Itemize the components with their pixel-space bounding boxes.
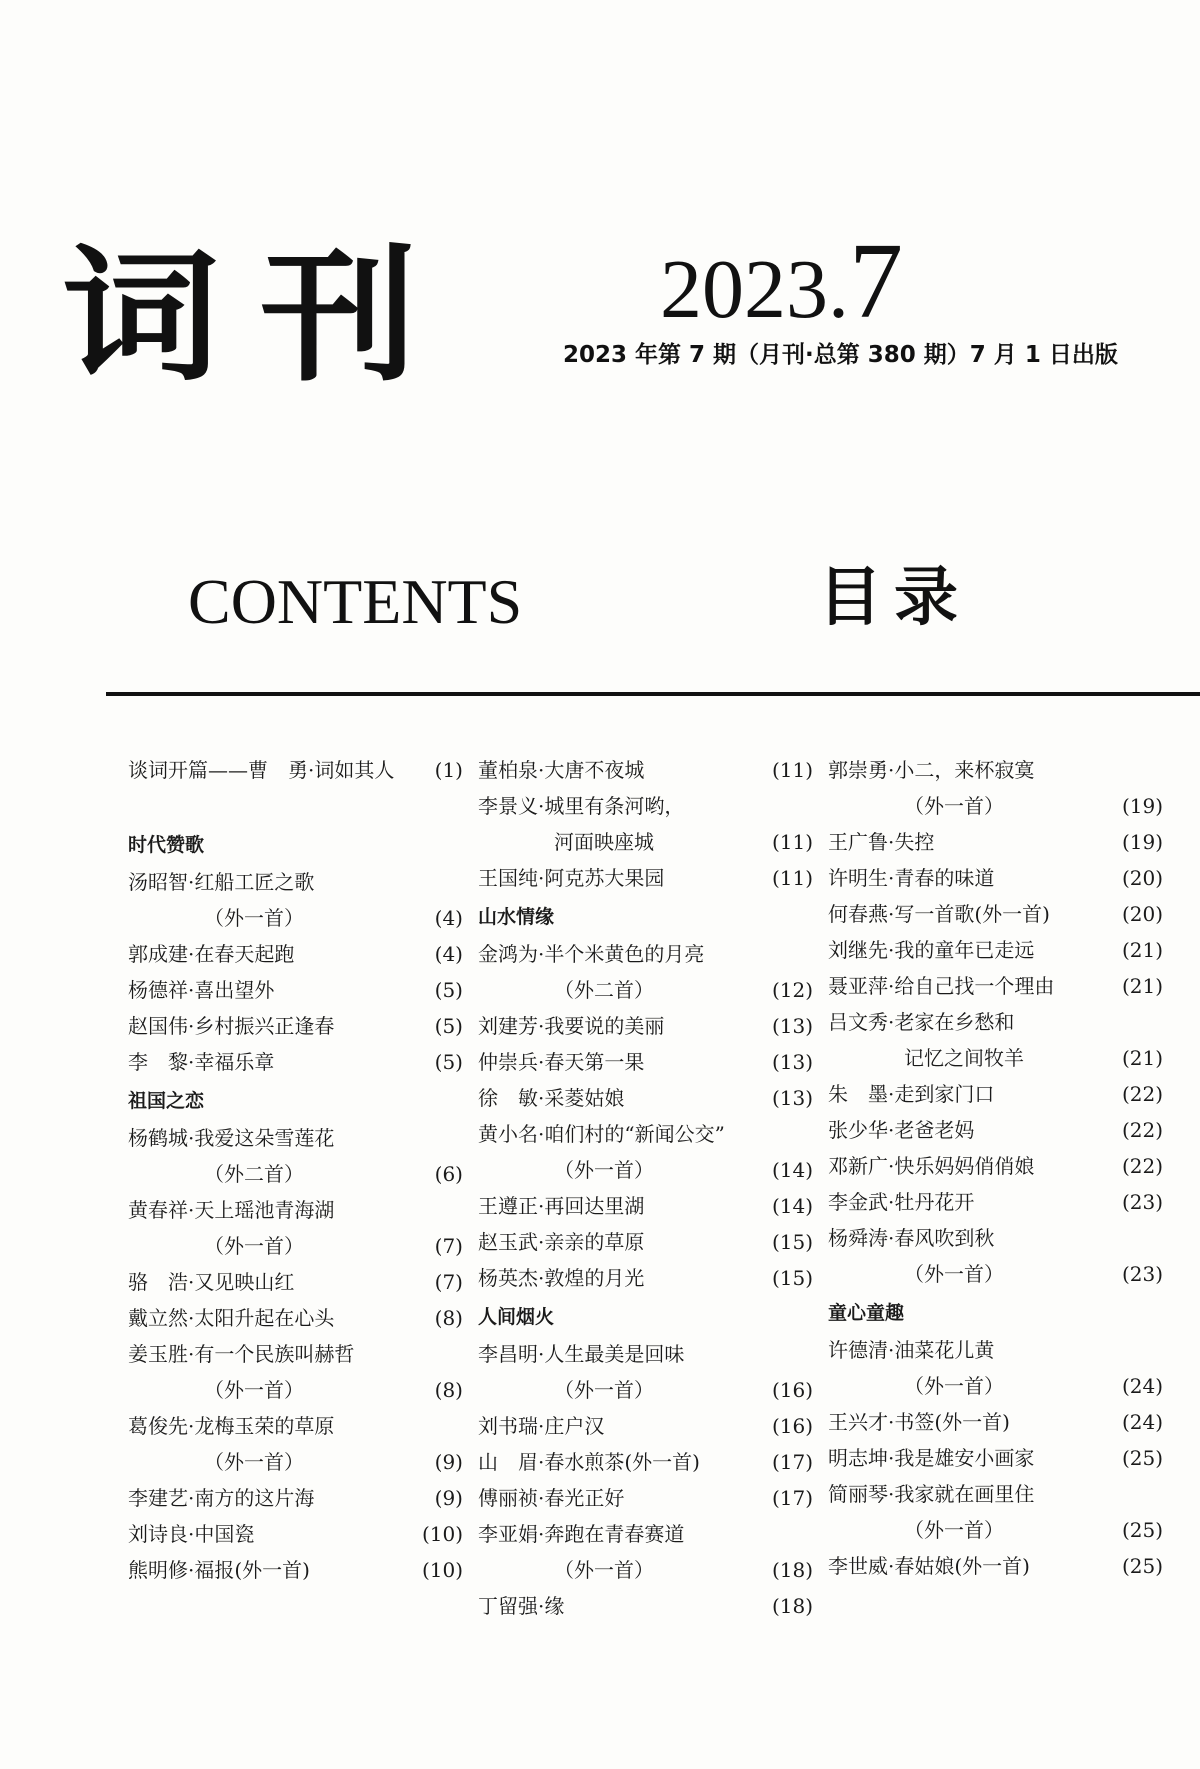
entry-page-number: (13) [771, 1014, 813, 1038]
entry-title: 杨德祥·喜出望外 [128, 978, 275, 1002]
entry-page-number: (19) [1121, 794, 1163, 818]
entry-page-number: (20) [1121, 866, 1163, 890]
toc-entry[interactable] [478, 788, 813, 860]
entry-title: 赵玉武·亲亲的草原 [478, 1230, 645, 1254]
entry-title-continuation: （外一首） [904, 1262, 1004, 1286]
entry-title: 李亚娟·奔跑在青春赛道 [478, 1522, 685, 1546]
toc-entry[interactable] [828, 932, 1163, 968]
entry-title-continuation: （外一首） [554, 1158, 654, 1182]
entry-page-number: (23) [1121, 1190, 1163, 1214]
toc-entry[interactable] [828, 1076, 1163, 1112]
entry-title: 王国纯·阿克苏大果园 [478, 866, 665, 890]
entry-page-number: (22) [1121, 1082, 1163, 1106]
entry-title: 郭成建·在春天起跑 [128, 942, 295, 966]
entry-page-number: (21) [1121, 1046, 1163, 1070]
entry-page-number: (5) [434, 1014, 463, 1038]
issue-number: 2023.7 [660, 222, 903, 341]
magazine-logo: 词刊 [62, 232, 458, 402]
entry-title-continuation: （外一首） [904, 1518, 1004, 1542]
entry-title-continuation: （外一首） [204, 1234, 304, 1258]
toc-entry[interactable] [828, 896, 1163, 932]
toc-entry[interactable] [478, 1188, 813, 1224]
toc-entry[interactable] [828, 1332, 1163, 1404]
toc-entry[interactable] [828, 1476, 1163, 1548]
divider-rule [106, 692, 1200, 696]
toc-column-2 [478, 752, 813, 1624]
entry-page-number: (7) [434, 1234, 463, 1258]
entry-page-number: (17) [771, 1450, 813, 1474]
entry-title: 傅丽祯·春光正好 [478, 1486, 625, 1510]
toc-entry[interactable] [478, 1008, 813, 1044]
entry-page-number: (8) [434, 1306, 463, 1330]
entry-page-number: (4) [434, 906, 463, 930]
section-heading: 山水情缘 [478, 906, 555, 928]
entry-title: 许明生·青春的味道 [828, 866, 995, 890]
toc-entry[interactable] [478, 1408, 813, 1444]
toc-entry[interactable] [478, 1336, 813, 1408]
toc-entry[interactable] [478, 1080, 813, 1116]
entry-page-number: (24) [1121, 1374, 1163, 1398]
toc-entry[interactable] [128, 864, 463, 936]
entry-title: 李昌明·人生最美是回味 [478, 1342, 685, 1366]
entry-page-number: (12) [771, 978, 813, 1002]
toc-entry[interactable] [828, 1548, 1163, 1584]
section-heading: 人间烟火 [478, 1306, 555, 1328]
entry-title: 金鸿为·半个米黄色的月亮 [478, 942, 705, 966]
entry-title: 葛俊先·龙梅玉荣的草原 [128, 1414, 335, 1438]
entry-page-number: (13) [771, 1086, 813, 1110]
entry-page-number: (13) [771, 1050, 813, 1074]
entry-title: 李金武·牡丹花开 [828, 1190, 975, 1214]
entry-title: 王兴才·书签(外一首) [828, 1410, 1010, 1434]
entry-title: 谈词开篇——曹 勇·词如其人 [128, 758, 395, 782]
entry-title: 戴立然·太阳升起在心头 [128, 1306, 335, 1330]
toc-column-1 [128, 752, 463, 1588]
entry-page-number: (23) [1121, 1262, 1163, 1286]
toc-entry[interactable] [128, 1044, 463, 1080]
toc-entry[interactable] [478, 1480, 813, 1516]
entry-page-number: (15) [771, 1266, 813, 1290]
contents-heading-zh: 目录 [818, 561, 970, 635]
toc-entry[interactable] [128, 752, 463, 788]
entry-title: 徐 敏·采菱姑娘 [478, 1086, 625, 1110]
entry-title: 杨鹤城·我爱这朵雪莲花 [128, 1126, 335, 1150]
entry-page-number: (22) [1121, 1154, 1163, 1178]
entry-title-continuation: （外一首） [904, 1374, 1004, 1398]
toc-entry[interactable] [828, 1004, 1163, 1076]
entry-title: 许德清·油菜花儿黄 [828, 1338, 995, 1362]
toc-entry[interactable] [128, 972, 463, 1008]
section-heading: 童心童趣 [828, 1302, 905, 1324]
entry-title-continuation: （外二首） [554, 978, 654, 1002]
entry-page-number: (14) [771, 1158, 813, 1182]
entry-title: 吕文秀·老家在乡愁和 [828, 1010, 1015, 1034]
entry-title: 姜玉胜·有一个民族叫赫哲 [128, 1342, 355, 1366]
entry-page-number: (10) [421, 1558, 463, 1582]
entry-title: 朱 墨·走到家门口 [828, 1082, 995, 1106]
toc-entry[interactable] [128, 1264, 463, 1300]
entry-title-continuation: （外一首） [204, 1450, 304, 1474]
toc-entry[interactable] [478, 1516, 813, 1588]
toc-entry[interactable] [128, 1008, 463, 1044]
entry-page-number: (6) [434, 1162, 463, 1186]
toc-entry[interactable] [478, 936, 813, 1008]
entry-title: 董柏泉·大唐不夜城 [478, 758, 645, 782]
entry-title: 仲崇兵·春天第一果 [478, 1050, 645, 1074]
entry-page-number: (1) [434, 758, 463, 782]
entry-title-continuation: 记忆之间牧羊 [904, 1046, 1024, 1070]
entry-title: 杨英杰·敦煌的月光 [478, 1266, 645, 1290]
toc-entry[interactable] [128, 1300, 463, 1336]
toc-column-3 [828, 752, 1163, 1584]
toc-entry[interactable] [478, 752, 813, 788]
entry-title: 赵国伟·乡村振兴正逢春 [128, 1014, 335, 1038]
entry-title: 王广鲁·失控 [828, 830, 935, 854]
section-heading: 时代赞歌 [128, 834, 205, 856]
entry-page-number: (5) [434, 978, 463, 1002]
entry-page-number: (10) [421, 1522, 463, 1546]
entry-title: 聂亚萍·给自己找一个理由 [828, 974, 1055, 998]
toc-entry[interactable] [828, 824, 1163, 860]
entry-page-number: (16) [771, 1378, 813, 1402]
toc-entry[interactable] [128, 1336, 463, 1408]
entry-title: 熊明修·福报(外一首) [128, 1558, 310, 1582]
entry-title-continuation: （外一首） [554, 1378, 654, 1402]
entry-title: 刘诗良·中国瓷 [128, 1522, 255, 1546]
entry-title: 何春燕·写一首歌(外一首) [828, 902, 1050, 926]
toc-entry[interactable] [478, 1224, 813, 1260]
entry-title: 骆 浩·又见映山红 [128, 1270, 295, 1294]
entry-page-number: (22) [1121, 1118, 1163, 1142]
entry-page-number: (21) [1121, 938, 1163, 962]
toc-entry[interactable] [128, 1120, 463, 1192]
entry-title: 黄春祥·天上瑶池青海湖 [128, 1198, 335, 1222]
entry-title-continuation: （外一首） [554, 1558, 654, 1582]
entry-title: 刘继先·我的童年已走远 [828, 938, 1035, 962]
entry-title: 刘书瑞·庄户汉 [478, 1414, 605, 1438]
toc-entry[interactable] [478, 1044, 813, 1080]
entry-page-number: (11) [771, 758, 813, 782]
entry-page-number: (15) [771, 1230, 813, 1254]
spacer [128, 788, 463, 824]
issue-subline: 2023 年第 7 期（月刊·总第 380 期）7 月 1 日出版 [563, 342, 1118, 368]
toc-entry[interactable] [828, 1220, 1163, 1292]
entry-title: 丁留强·缘 [478, 1594, 565, 1618]
entry-title: 简丽琴·我家就在画里住 [828, 1482, 1035, 1506]
entry-page-number: (25) [1121, 1446, 1163, 1470]
toc-entry[interactable] [128, 1480, 463, 1516]
toc-entry[interactable] [478, 860, 813, 896]
entry-page-number: (18) [771, 1558, 813, 1582]
entry-page-number: (4) [434, 942, 463, 966]
entry-page-number: (25) [1121, 1554, 1163, 1578]
entry-title-continuation: （外一首） [204, 1378, 304, 1402]
toc-entry[interactable] [828, 860, 1163, 896]
toc-entry[interactable] [128, 1408, 463, 1480]
entry-page-number: (8) [434, 1378, 463, 1402]
entry-title: 刘建芳·我要说的美丽 [478, 1014, 665, 1038]
entry-page-number: (7) [434, 1270, 463, 1294]
entry-page-number: (9) [434, 1486, 463, 1510]
entry-title: 李世威·春姑娘(外一首) [828, 1554, 1030, 1578]
entry-page-number: (20) [1121, 902, 1163, 926]
entry-title-continuation: （外二首） [204, 1162, 304, 1186]
toc-entry[interactable] [828, 752, 1163, 824]
entry-page-number: (17) [771, 1486, 813, 1510]
entry-page-number: (25) [1121, 1518, 1163, 1542]
entry-title: 邓新广·快乐妈妈俏俏娘 [828, 1154, 1035, 1178]
toc-entry[interactable] [128, 936, 463, 972]
entry-title: 李景义·城里有条河哟， [478, 794, 685, 818]
entry-page-number: (11) [771, 830, 813, 854]
entry-title: 明志坤·我是雄安小画家 [828, 1446, 1035, 1470]
entry-title: 郭崇勇·小二，来杯寂寞 [828, 758, 1035, 782]
toc-entry[interactable] [828, 1404, 1163, 1440]
entry-page-number: (9) [434, 1450, 463, 1474]
entry-page-number: (24) [1121, 1410, 1163, 1434]
entry-page-number: (19) [1121, 830, 1163, 854]
toc-entry[interactable] [478, 1116, 813, 1188]
toc-entry[interactable] [828, 1440, 1163, 1476]
section-heading: 祖国之恋 [128, 1090, 205, 1112]
entry-title-continuation: 河面映座城 [554, 830, 654, 854]
toc-entry[interactable] [478, 1260, 813, 1296]
entry-title-continuation: （外一首） [204, 906, 304, 930]
contents-heading-en: CONTENTS [188, 566, 523, 637]
entry-page-number: (11) [771, 866, 813, 890]
entry-page-number: (5) [434, 1050, 463, 1074]
toc-entry[interactable] [128, 1552, 463, 1588]
entry-title: 王遵正·再回达里湖 [478, 1194, 645, 1218]
toc-entry[interactable] [828, 968, 1163, 1004]
entry-title: 黄小名·咱们村的“新闻公交” [478, 1122, 725, 1146]
entry-page-number: (14) [771, 1194, 813, 1218]
entry-title: 张少华·老爸老妈 [828, 1118, 975, 1142]
entry-title: 杨舜涛·春风吹到秋 [828, 1226, 995, 1250]
toc-entry[interactable] [128, 1516, 463, 1552]
entry-page-number: (16) [771, 1414, 813, 1438]
entry-title: 李 黎·幸福乐章 [128, 1050, 275, 1074]
toc-entry[interactable] [828, 1112, 1163, 1148]
toc-entry[interactable] [828, 1184, 1163, 1220]
toc-entry[interactable] [478, 1588, 813, 1624]
entry-title: 李建艺·南方的这片海 [128, 1486, 315, 1510]
toc-entry[interactable] [478, 1444, 813, 1480]
toc-entry[interactable] [128, 1192, 463, 1264]
entry-page-number: (18) [771, 1594, 813, 1618]
toc-entry[interactable] [828, 1148, 1163, 1184]
entry-title: 汤昭智·红船工匠之歌 [128, 870, 315, 894]
entry-title-continuation: （外一首） [904, 794, 1004, 818]
entry-page-number: (21) [1121, 974, 1163, 998]
entry-title: 山 眉·春水煎茶(外一首) [478, 1450, 700, 1474]
